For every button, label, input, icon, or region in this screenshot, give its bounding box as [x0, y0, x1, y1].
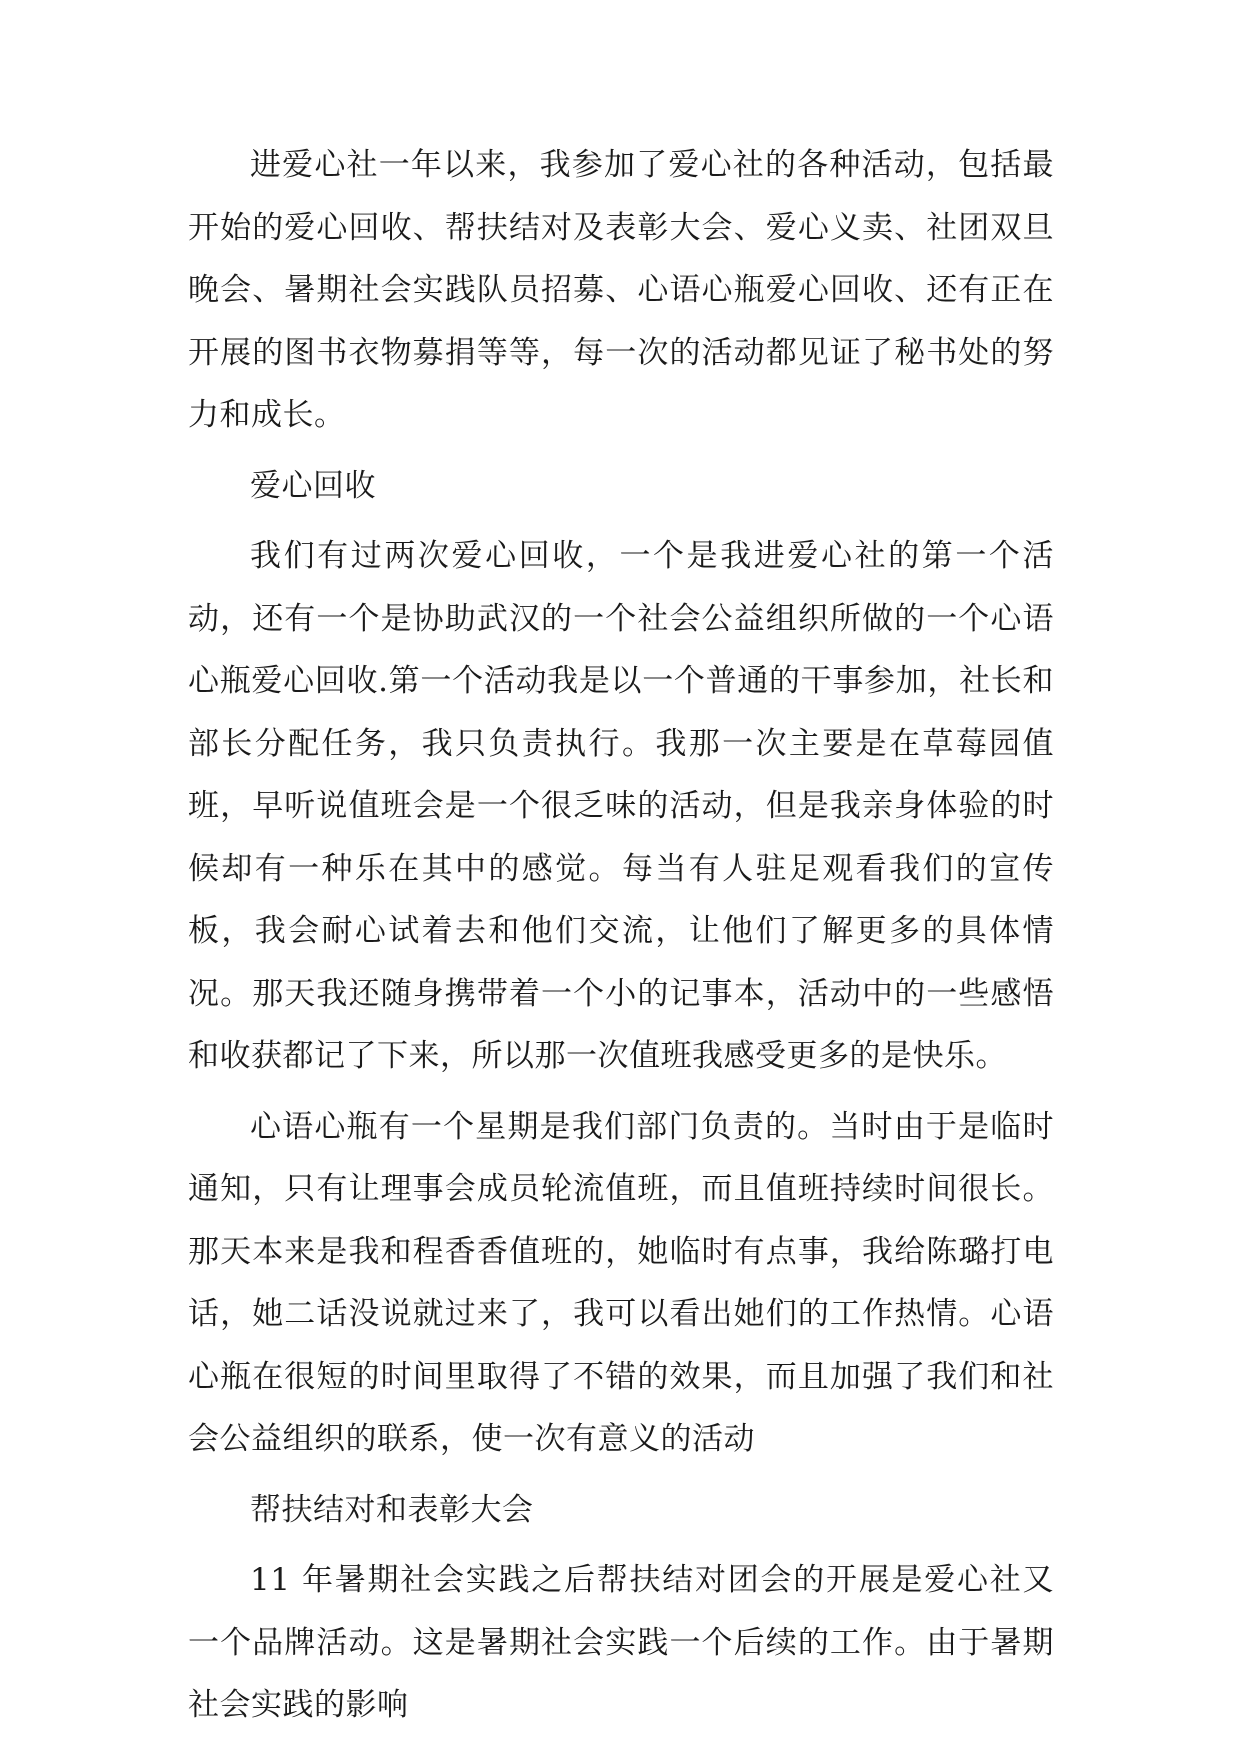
section-heading-pairing-awards: 帮扶结对和表彰大会 [250, 1491, 534, 1528]
paragraph-heart-bottle: 心语心瓶有一个星期是我们部门负责的。当时由于是临时通知，只有让理事会成员轮流值班，而且值班持续时间很长。那天本来是我和程香香值班的，她临时有点事，我给陈璐打电话，她二话没说就过来了，我可以看出她们的工作热情。心语心瓶在很短的时间里取得了不错的效果，而且加强了我们和社会公益组织的联系，使一次有意义的活动 [188, 1108, 1054, 1457]
paragraph-love-recycling: 我们有过两次爱心回收，一个是我进爱心社的第一个活动，还有一个是协助武汉的一个社会公益组织所做的一个心语心瓶爱心回收.第一个活动我是以一个普通的干事参加，社长和部长分配任务，我只负责执行。我那一次主要是在草莓园值班，早听说值班会是一个很乏味的活动，但是我亲身体验的时候却有一种乐在其中的感觉。每当有人驻足观看我们的宣传板，我会耐心试着去和他们交流，让他们了解更多的具体情况。那天我还随身携带着一个小的记事本，活动中的一些感悟和收获都记了下来，所以那一次值班我感受更多的是快乐。 [188, 538, 1054, 1074]
section-heading-love-recycling: 爱心回收 [250, 467, 376, 504]
paragraph-pairing-awards: 11 年暑期社会实践之后帮扶结对团会的开展是爱心社又一个品牌活动。这是暑期社会实践一个后续的工作。由于暑期社会实践的影响 [188, 1562, 1054, 1723]
document-body [188, 134, 1054, 1737]
paragraph-intro: 进爱心社一年以来，我参加了爱心社的各种活动，包括最开始的爱心回收、帮扶结对及表彰大会、爱心义卖、社团双旦晚会、暑期社会实践队员招募、心语心瓶爱心回收、还有正在开展的图书衣物募捐等等，每一次的活动都见证了秘书处的努力和成长。 [188, 147, 1054, 433]
